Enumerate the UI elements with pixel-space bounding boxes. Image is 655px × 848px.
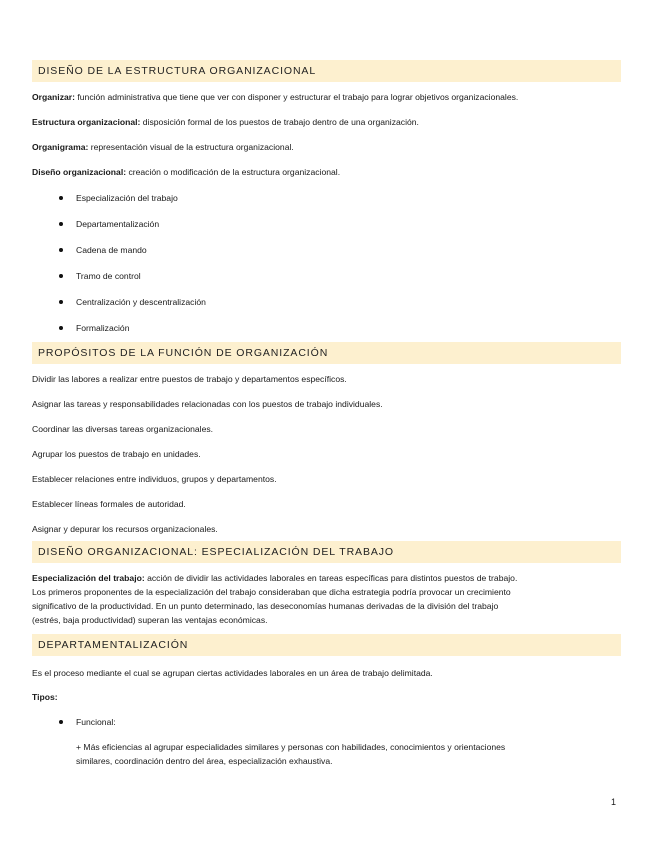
definition-estructura: [32, 116, 621, 128]
definition-diseno: [32, 166, 621, 178]
funcional-detail-line: similares, coordinación dentro del área, especialización exhaustiva.: [76, 756, 333, 766]
term: Organigrama:: [32, 142, 89, 152]
purpose-item: Coordinar las diversas tareas organizacionales.: [32, 424, 214, 434]
definition-organizar: [32, 91, 621, 103]
especializacion-line: [32, 572, 621, 584]
list-item: Cadena de mando: [32, 244, 621, 256]
definition-text: disposición formal de los puestos de trabajo dentro de una organización.: [140, 117, 419, 127]
list-item: Funcional:: [32, 716, 621, 728]
list-item: Especialización del trabajo: [32, 192, 621, 204]
definition-text: acción de dividir las actividades laborales en tareas específicas para distintos puestos de trabajo.: [144, 573, 518, 583]
term: Organizar:: [32, 92, 75, 102]
purpose-item: Asignar y depurar los recursos organizacionales.: [32, 524, 218, 534]
purpose-item: Asignar las tareas y responsabilidades relacionadas con los puestos de trabajo individuales.: [32, 399, 383, 409]
design-elements-list: [32, 192, 621, 334]
term: Especialización del trabajo:: [32, 573, 145, 583]
especializacion-line: significativo de la productividad. En un punto determinado, las deseconomías humanas derivadas de la división del trabajo: [32, 601, 499, 611]
page-content: [32, 60, 621, 767]
definition-text: representación visual de la estructura organizacional.: [88, 142, 294, 152]
purpose-item: Dividir las labores a realizar entre puestos de trabajo y departamentos específicos.: [32, 374, 347, 384]
section-heading-propositos: PROPÓSITOS DE LA FUNCIÓN DE ORGANIZACIÓN: [32, 342, 621, 364]
term: Estructura organizacional:: [32, 117, 141, 127]
term: Tipos:: [32, 692, 58, 702]
purpose-item: Agrupar los puestos de trabajo en unidades.: [32, 449, 201, 459]
funcional-detail-line: + Más eficiencias al agrupar especialidades similares y personas con habilidades, conocimientos y orientaciones: [76, 742, 506, 752]
section-heading-especializacion: DISEÑO ORGANIZACIONAL: ESPECIALIZACIÓN DEL TRABAJO: [32, 541, 621, 563]
list-item: Formalización: [32, 322, 621, 334]
definition-text: función administrativa que tiene que ver con disponer y estructurar el trabajo para lograr objetivos organizacionales.: [74, 92, 519, 102]
list-item: Departamentalización: [32, 218, 621, 230]
section-heading-departamentalizacion: DEPARTAMENTALIZACIÓN: [32, 634, 621, 656]
list-item: Centralización y descentralización: [32, 296, 621, 308]
departamentalizacion-intro: Es el proceso mediante el cual se agrupan ciertas actividades laborales en un área de trabajo delimitada.: [32, 668, 433, 678]
especializacion-line: (estrés, baja productividad) superan las ventajas económicas.: [32, 615, 268, 625]
purpose-item: Establecer líneas formales de autoridad.: [32, 499, 186, 509]
tipos-list: [32, 716, 621, 728]
page-number: 1: [610, 797, 616, 807]
section-heading-estructura: DISEÑO DE LA ESTRUCTURA ORGANIZACIONAL: [32, 60, 621, 82]
term: Diseño organizacional:: [32, 167, 127, 177]
definition-text: creación o modificación de la estructura organizacional.: [126, 167, 341, 177]
list-item: Tramo de control: [32, 270, 621, 282]
definition-organigrama: [32, 141, 621, 153]
especializacion-line: Los primeros proponentes de la especialización del trabajo consideraban que dicha estrategia podría provocar un crecimiento: [32, 587, 511, 597]
tipos-label: [32, 691, 621, 703]
purpose-item: Establecer relaciones entre individuos, grupos y departamentos.: [32, 474, 277, 484]
